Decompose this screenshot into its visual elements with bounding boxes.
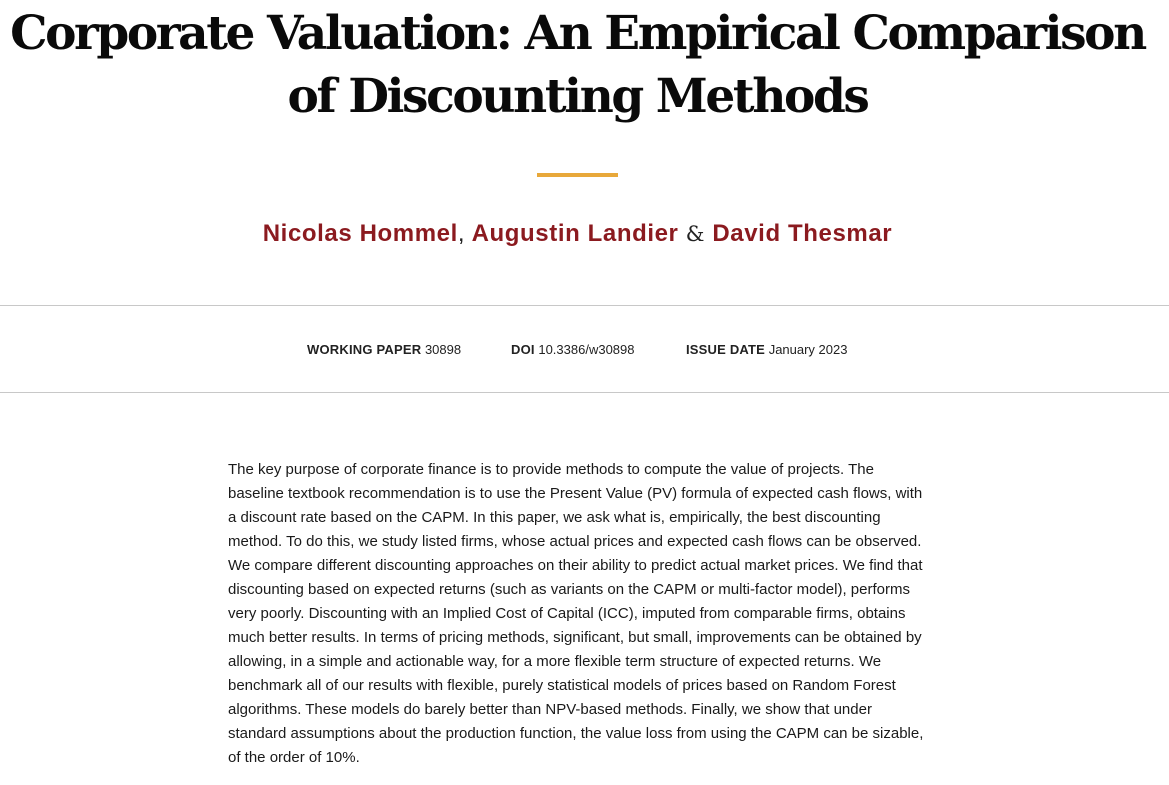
abstract-text: The key purpose of corporate finance is to provide methods to compute the value of projects. The baseline textbook recommendation is to use the Present Value (PV) formula of expected cash flows, with a discount rate based on the CAPM. In this paper, we ask what is, empirically, the best discounting method. To do this, we study listed firms, whose actual prices and expected cash flows can be observed. We compare different discounting approaches on their ability to predict actual market prices. We find that discounting based on expected returns (such as variants on the CAPM or multi-factor model), performs very poorly. Discounting with an Implied Cost of Capital (ICC), imputed from comparable firms, obtains much better results. In terms of pricing methods, significant, but small, improvements can be obtained by allowing, in a simple and actionable way, for a more flexible term structure of expected returns. We benchmark all of our results with flexible, purely statistical models of prices based on Random Forest algorithms. These models do barely better than NPV-based methods. Finally, we show that under standard assumptions about the production function, the value loss from using the CAPM can be sizable, of the order of 10%. bbox=[228, 461, 924, 766]
title-accent-divider bbox=[537, 173, 618, 177]
issue-date-label: ISSUE DATE bbox=[686, 342, 766, 357]
working-paper-value: 30898 bbox=[424, 342, 462, 357]
paper-metadata-bar bbox=[0, 305, 1169, 393]
doi-info bbox=[511, 342, 635, 358]
doi-label: DOI bbox=[511, 342, 535, 357]
author-link-david-thesmar[interactable]: David Thesmar bbox=[712, 220, 893, 247]
working-paper-label: WORKING PAPER bbox=[307, 342, 422, 357]
issue-date-value: January 2023 bbox=[768, 342, 848, 357]
author-link-augustin-landier[interactable]: Augustin Landier bbox=[471, 220, 679, 247]
paper-title-line-1: Corporate Valuation: An Empirical Comparison bbox=[10, 6, 1145, 61]
paper-title-line-2: of Discounting Methods bbox=[287, 69, 868, 124]
author-link-nicolas-hommel[interactable]: Nicolas Hommel bbox=[262, 220, 458, 247]
doi-value: 10.3386/w30898 bbox=[538, 342, 635, 357]
author-separator-ampersand: & bbox=[685, 222, 706, 246]
issue-date-info bbox=[686, 342, 847, 358]
author-separator-comma: , bbox=[457, 220, 466, 247]
working-paper-number bbox=[307, 342, 461, 358]
paper-title bbox=[0, 2, 1155, 128]
author-list bbox=[0, 218, 1155, 250]
